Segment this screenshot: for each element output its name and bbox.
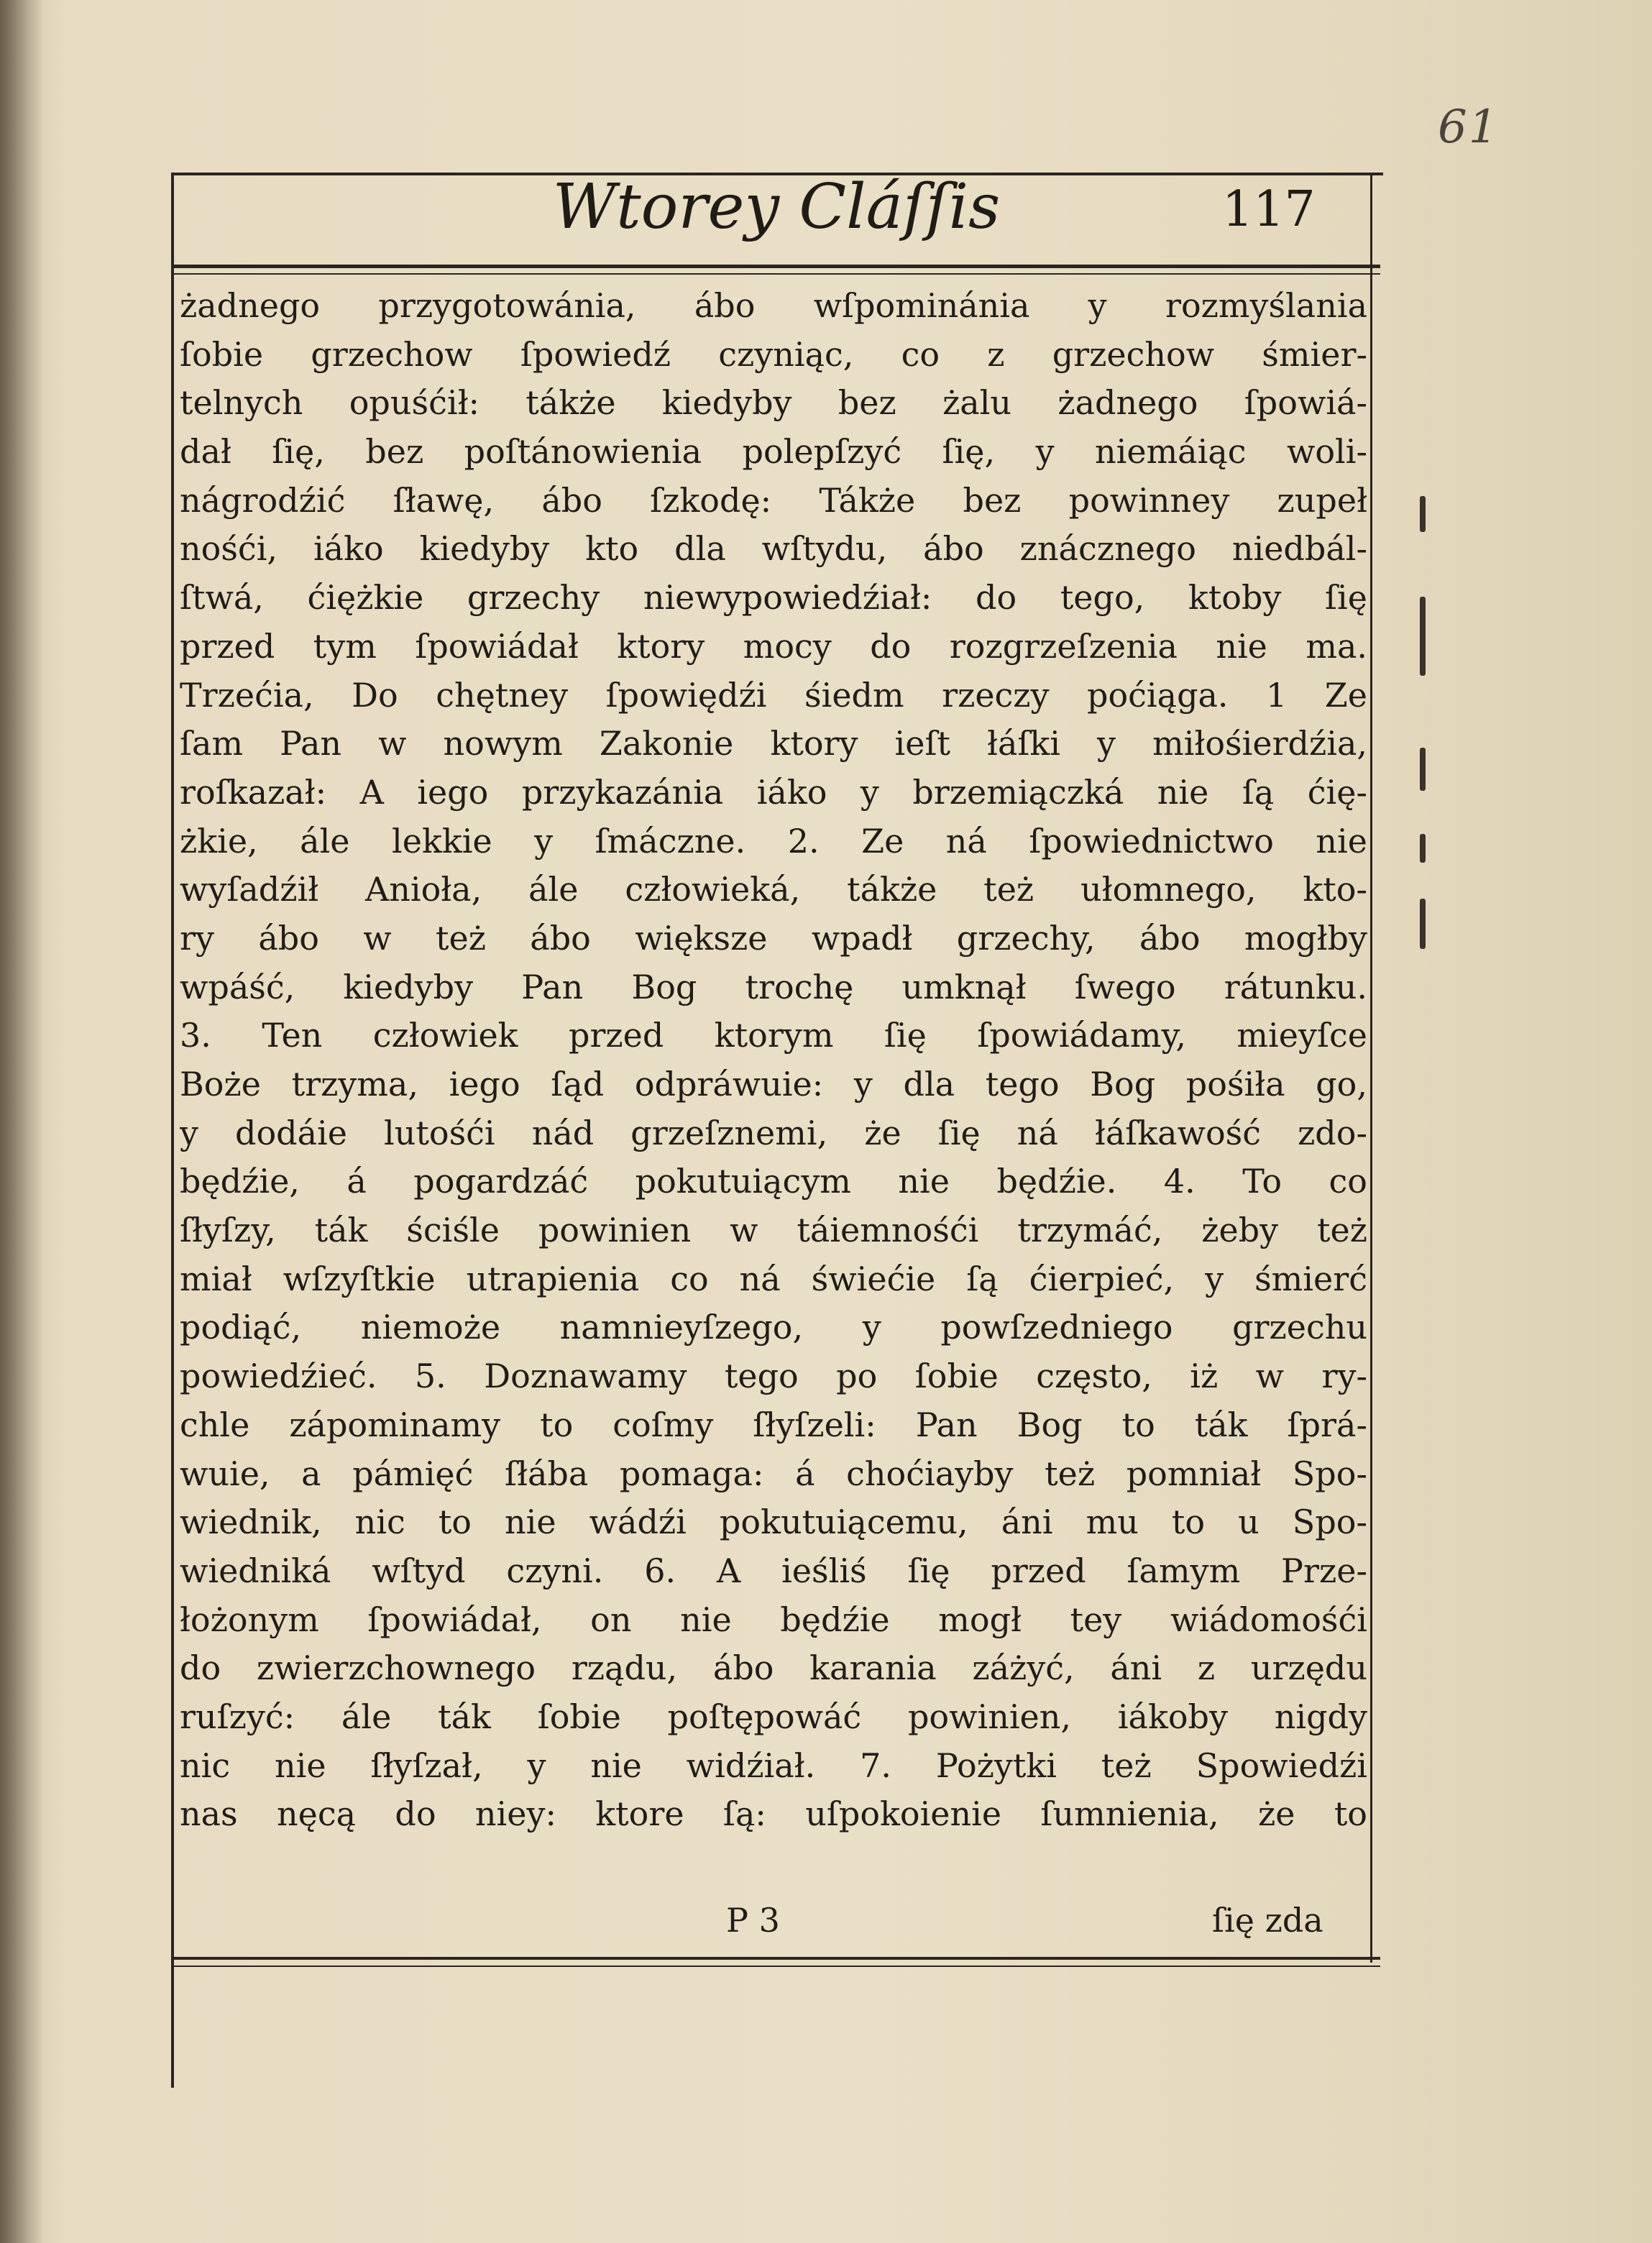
text-line: wpáść, kiedyby Pan Bog trochę umknął ſwego rátunku. <box>180 967 1367 1006</box>
text-line: ſtwá, ćiężkie grzechy niewypowiedźiał: do tego, ktoby ſię <box>180 578 1367 618</box>
text-line: roſkazał: A iego przykazánia iáko y brzemiączká nie ſą ćię- <box>180 772 1367 812</box>
header-rule <box>171 265 1380 268</box>
margin-ink-mark <box>1420 496 1426 532</box>
text-line: chle zápominamy to coſmy ſłyſzeli: Pan Bog to ták ſprá- <box>180 1405 1367 1444</box>
footer-line <box>180 1901 1367 1951</box>
text-line: nic nie ſłyſzał, y nie widźiał. 7. Pożytki też Spowiedźi <box>180 1746 1367 1785</box>
text-line: do zwierzchownego rządu, ábo karania záżyć, áni z urzędu <box>180 1648 1367 1688</box>
text-line: ry ábo w też ábo większe wpadł grzechy, ábo mogłby <box>180 918 1367 958</box>
text-line: miał wſzyſtkie utrapienia co ná świećie ſą ćierpieć, y śmierć <box>180 1259 1367 1298</box>
text-line: nas nęcą do niey: ktore ſą: uſpokoienie ſumnienia, że to <box>180 1794 1367 1834</box>
right-margin-rule <box>1370 173 1372 1963</box>
bottom-rule <box>171 1957 1380 1960</box>
text-line: łożonym ſpowiádał, on nie będźie mogł tey wiádomośći <box>180 1600 1367 1639</box>
margin-ink-mark <box>1420 899 1426 949</box>
signature-mark: P 3 <box>726 1901 780 1940</box>
margin-ink-mark <box>1420 834 1426 863</box>
bottom-rule-thin <box>171 1966 1380 1967</box>
margin-ink-mark <box>1420 748 1426 791</box>
text-line: ruſzyć: ále ták ſobie poſtępowáć powinien, iákoby nigdy <box>180 1697 1367 1736</box>
text-line: wyſadźił Anioła, ále człowieká, tákże też ułomnego, kto- <box>180 870 1367 909</box>
text-line: 3. Ten człowiek przed ktorym ſię ſpowiádamy, mieyſce <box>180 1016 1367 1055</box>
text-line: dał ſię, bez poſtánowienia polepſzyć ſię, y niemáiąc woli- <box>180 432 1367 472</box>
text-line: y dodáie lutośći nád grzeſznemi, że ſię ná łáſkawość zdo- <box>180 1113 1367 1152</box>
text-line: Boże trzyma, iego ſąd odpráwuie: y dla tego Bog pośiła go, <box>180 1065 1367 1104</box>
text-line: będźie, á pogardzáć pokutuiącym nie będźie. 4. To co <box>180 1162 1367 1201</box>
margin-ink-mark <box>1420 597 1426 676</box>
text-line: wuie, a pámięć ſłába pomaga: á choćiayby też pomniał Spo- <box>180 1454 1367 1493</box>
text-line: wiednik, nic to nie wádźi pokutuiącemu, áni mu to u Spo- <box>180 1503 1367 1542</box>
header-rule-thin <box>171 273 1380 275</box>
text-line: ſam Pan w nowym Zakonie ktory ieſt łáſki y miłośierdźia, <box>180 724 1367 763</box>
text-line: Trzećia, Do chętney ſpowiędźi śiedm rzeczy poćiąga. 1 Ze <box>180 675 1367 715</box>
text-line: wiedniká wſtyd czyni. 6. A ieśliś ſię przed ſamym Prze- <box>180 1551 1367 1590</box>
text-line: żkie, ále lekkie y ſmáczne. 2. Ze ná ſpowiednictwo nie <box>180 821 1367 861</box>
text-line: ſobie grzechow ſpowiedź czyniąc, co z grzechow śmier- <box>180 334 1367 374</box>
text-line: nośći, iáko kiedyby kto dla wſtydu, ábo znácznego niedbál- <box>180 529 1367 569</box>
running-title: Wtorey Cláſſis <box>552 171 1001 243</box>
text-line: telnych opuśćił: tákże kiedyby bez żalu żadnego ſpowiá- <box>180 383 1367 423</box>
body-text <box>180 282 1367 1839</box>
text-line: przed tym ſpowiádał ktory mocy do rozgrzeſzenia nie ma. <box>180 626 1367 666</box>
gutter-shadow <box>0 0 43 2243</box>
handwritten-folio-number: 61 <box>1438 101 1500 154</box>
text-line: powiedźieć. 5. Doznawamy tego po ſobie często, iż w ry- <box>180 1357 1367 1396</box>
catchword: ſię zda <box>1212 1901 1323 1940</box>
page-number: 117 <box>1222 181 1316 238</box>
text-line: podiąć, niemoże namnieyſzego, y powſzedniego grzechu <box>180 1308 1367 1347</box>
text-line: nágrodźić ſławę, ábo ſzkodę: Tákże bez powinney zupeł <box>180 480 1367 520</box>
text-line: żadnego przygotowánia, ábo wſpominánia y rozmyślania <box>180 286 1367 325</box>
text-line: ſłyſzy, ták ściśle powinien w táiemnośći trzymáć, żeby też <box>180 1211 1367 1250</box>
